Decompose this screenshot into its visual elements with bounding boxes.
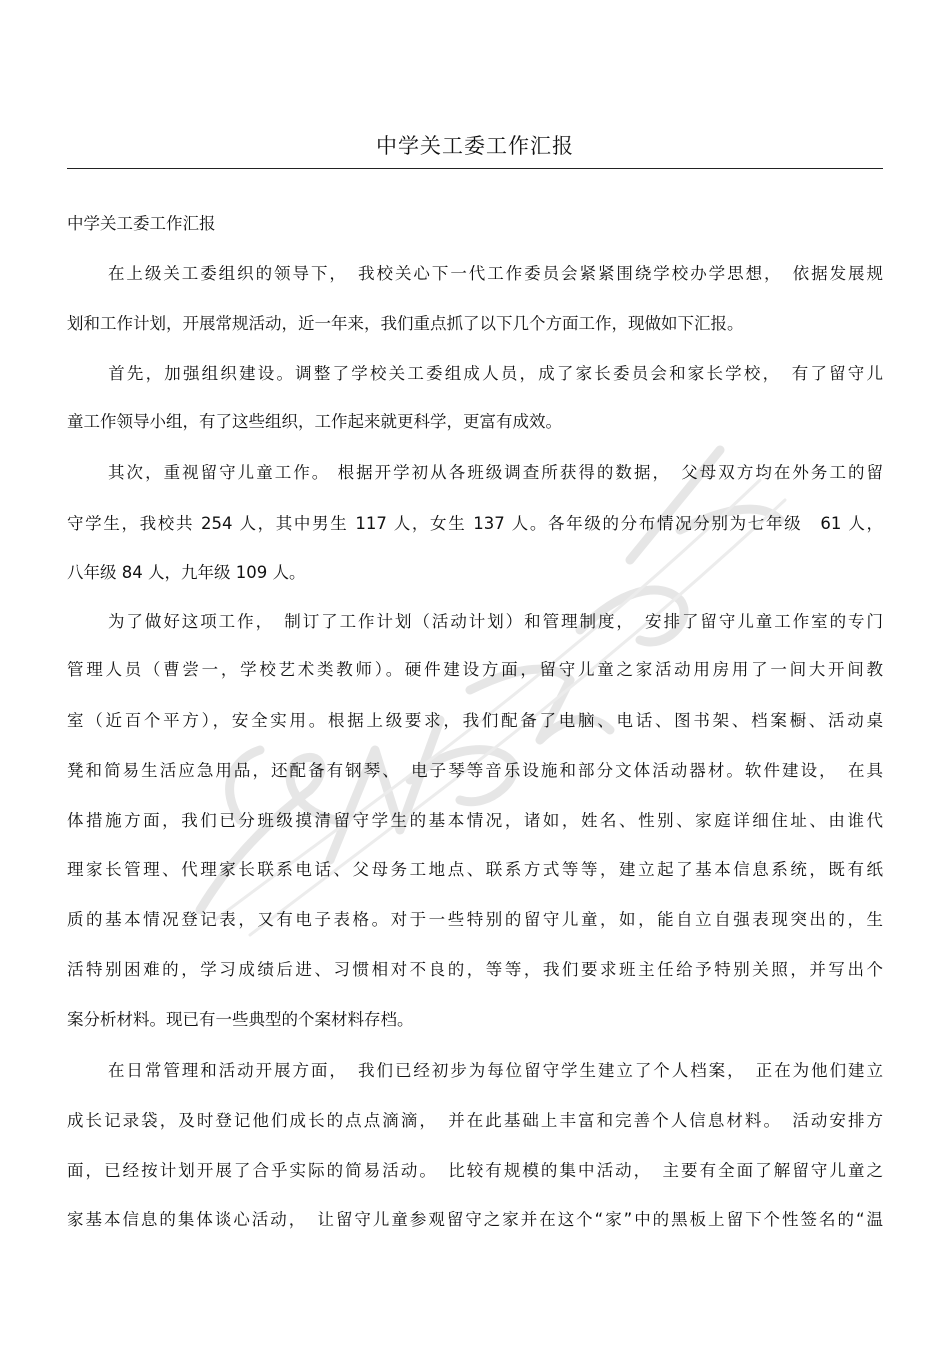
text-line: 家基本信息的集体谈心活动， 让留守儿童参观留守之家并在这个“家”中的黑板上留下个性签名的“温 bbox=[67, 1210, 883, 1229]
text-line: 成长记录袋，及时登记他们成长的点点滴滴， 并在此基础上丰富和完善个人信息材料。 活动安排方 bbox=[67, 1111, 883, 1130]
text-line bbox=[67, 361, 883, 387]
text-line-content: 在上级关工委组织的领导下， 我校关心下一代工作委员会紧紧围绕学校办学思想， 依据发展规 bbox=[106, 264, 883, 283]
text-line: 凳和简易生活应急用品，还配备有钢琴、 电子琴等音乐设施和部分文体活动器材。软件建设， 在具 bbox=[67, 761, 883, 780]
heading-line: 中学关工委工作汇报 bbox=[67, 214, 216, 233]
text-line-content: 其次，重视留守儿童工作。 根据开学初从各班级调查所获得的数据， 父母双方均在外务工的留 bbox=[106, 463, 883, 482]
text-line: 体措施方面，我们已分班级摸清留守学生的基本情况，诸如，姓名、性别、家庭详细住址、由谁代 bbox=[67, 811, 883, 830]
text-line-content: 首先，加强组织建设。调整了学校关工委组成人员，成了家长委员会和家长学校， 有了留守儿 bbox=[106, 364, 883, 383]
text-line bbox=[67, 460, 883, 486]
text-line: 守学生，我校共 254 人，其中男生 117 人，女生 137 人。各年级的分布情况分别为七年级 61 人， bbox=[67, 514, 883, 533]
text-line bbox=[67, 261, 883, 287]
text-line: 室（近百个平方），安全实用。根据上级要求，我们配备了电脑、电话、图书架、档案橱、活动桌 bbox=[67, 711, 883, 730]
text-line: 案分析材料。现已有一些典型的个案材料存档。 bbox=[67, 1010, 414, 1029]
text-line: 质的基本情况登记表，又有电子表格。对于一些特别的留守儿童，如，能自立自强表现突出的，生 bbox=[67, 910, 883, 929]
text-line: 活特别困难的，学习成绩后进、习惯相对不良的，等等，我们要求班主任给予特别关照，并写出个 bbox=[67, 960, 883, 979]
text-line: 童工作领导小组，有了这些组织，工作起来就更科学，更富有成效。 bbox=[67, 412, 562, 431]
text-line: 面，已经按计划开展了合乎实际的简易活动。 比较有规模的集中活动， 主要有全面了解留守儿童之 bbox=[67, 1161, 883, 1180]
text-line: 理家长管理、代理家长联系电话、父母务工地点、联系方式等等，建立起了基本信息系统，既有纸 bbox=[67, 860, 883, 879]
page-title: 中学关工委工作汇报 bbox=[376, 134, 574, 158]
text-line: 划和工作计划，开展常规活动，近一年来，我们重点抓了以下几个方面工作，现做如下汇报。 bbox=[67, 314, 744, 333]
text-line bbox=[67, 1058, 883, 1084]
text-line-content: 在日常管理和活动开展方面， 我们已经初步为每位留守学生建立了个人档案， 正在为他们建立 bbox=[106, 1061, 883, 1080]
text-line: 管理人员（曹尝一，学校艺术类教师）。硬件建设方面，留守儿童之家活动用房用了一间大开间教 bbox=[67, 660, 883, 679]
text-line-content: 为了做好这项工作， 制订了工作计划（活动计划）和管理制度， 安排了留守儿童工作室的专门 bbox=[106, 612, 883, 631]
title-divider bbox=[67, 168, 883, 169]
text-line: 八年级 84 人，九年级 109 人。 bbox=[67, 563, 306, 582]
text-line bbox=[67, 609, 883, 635]
